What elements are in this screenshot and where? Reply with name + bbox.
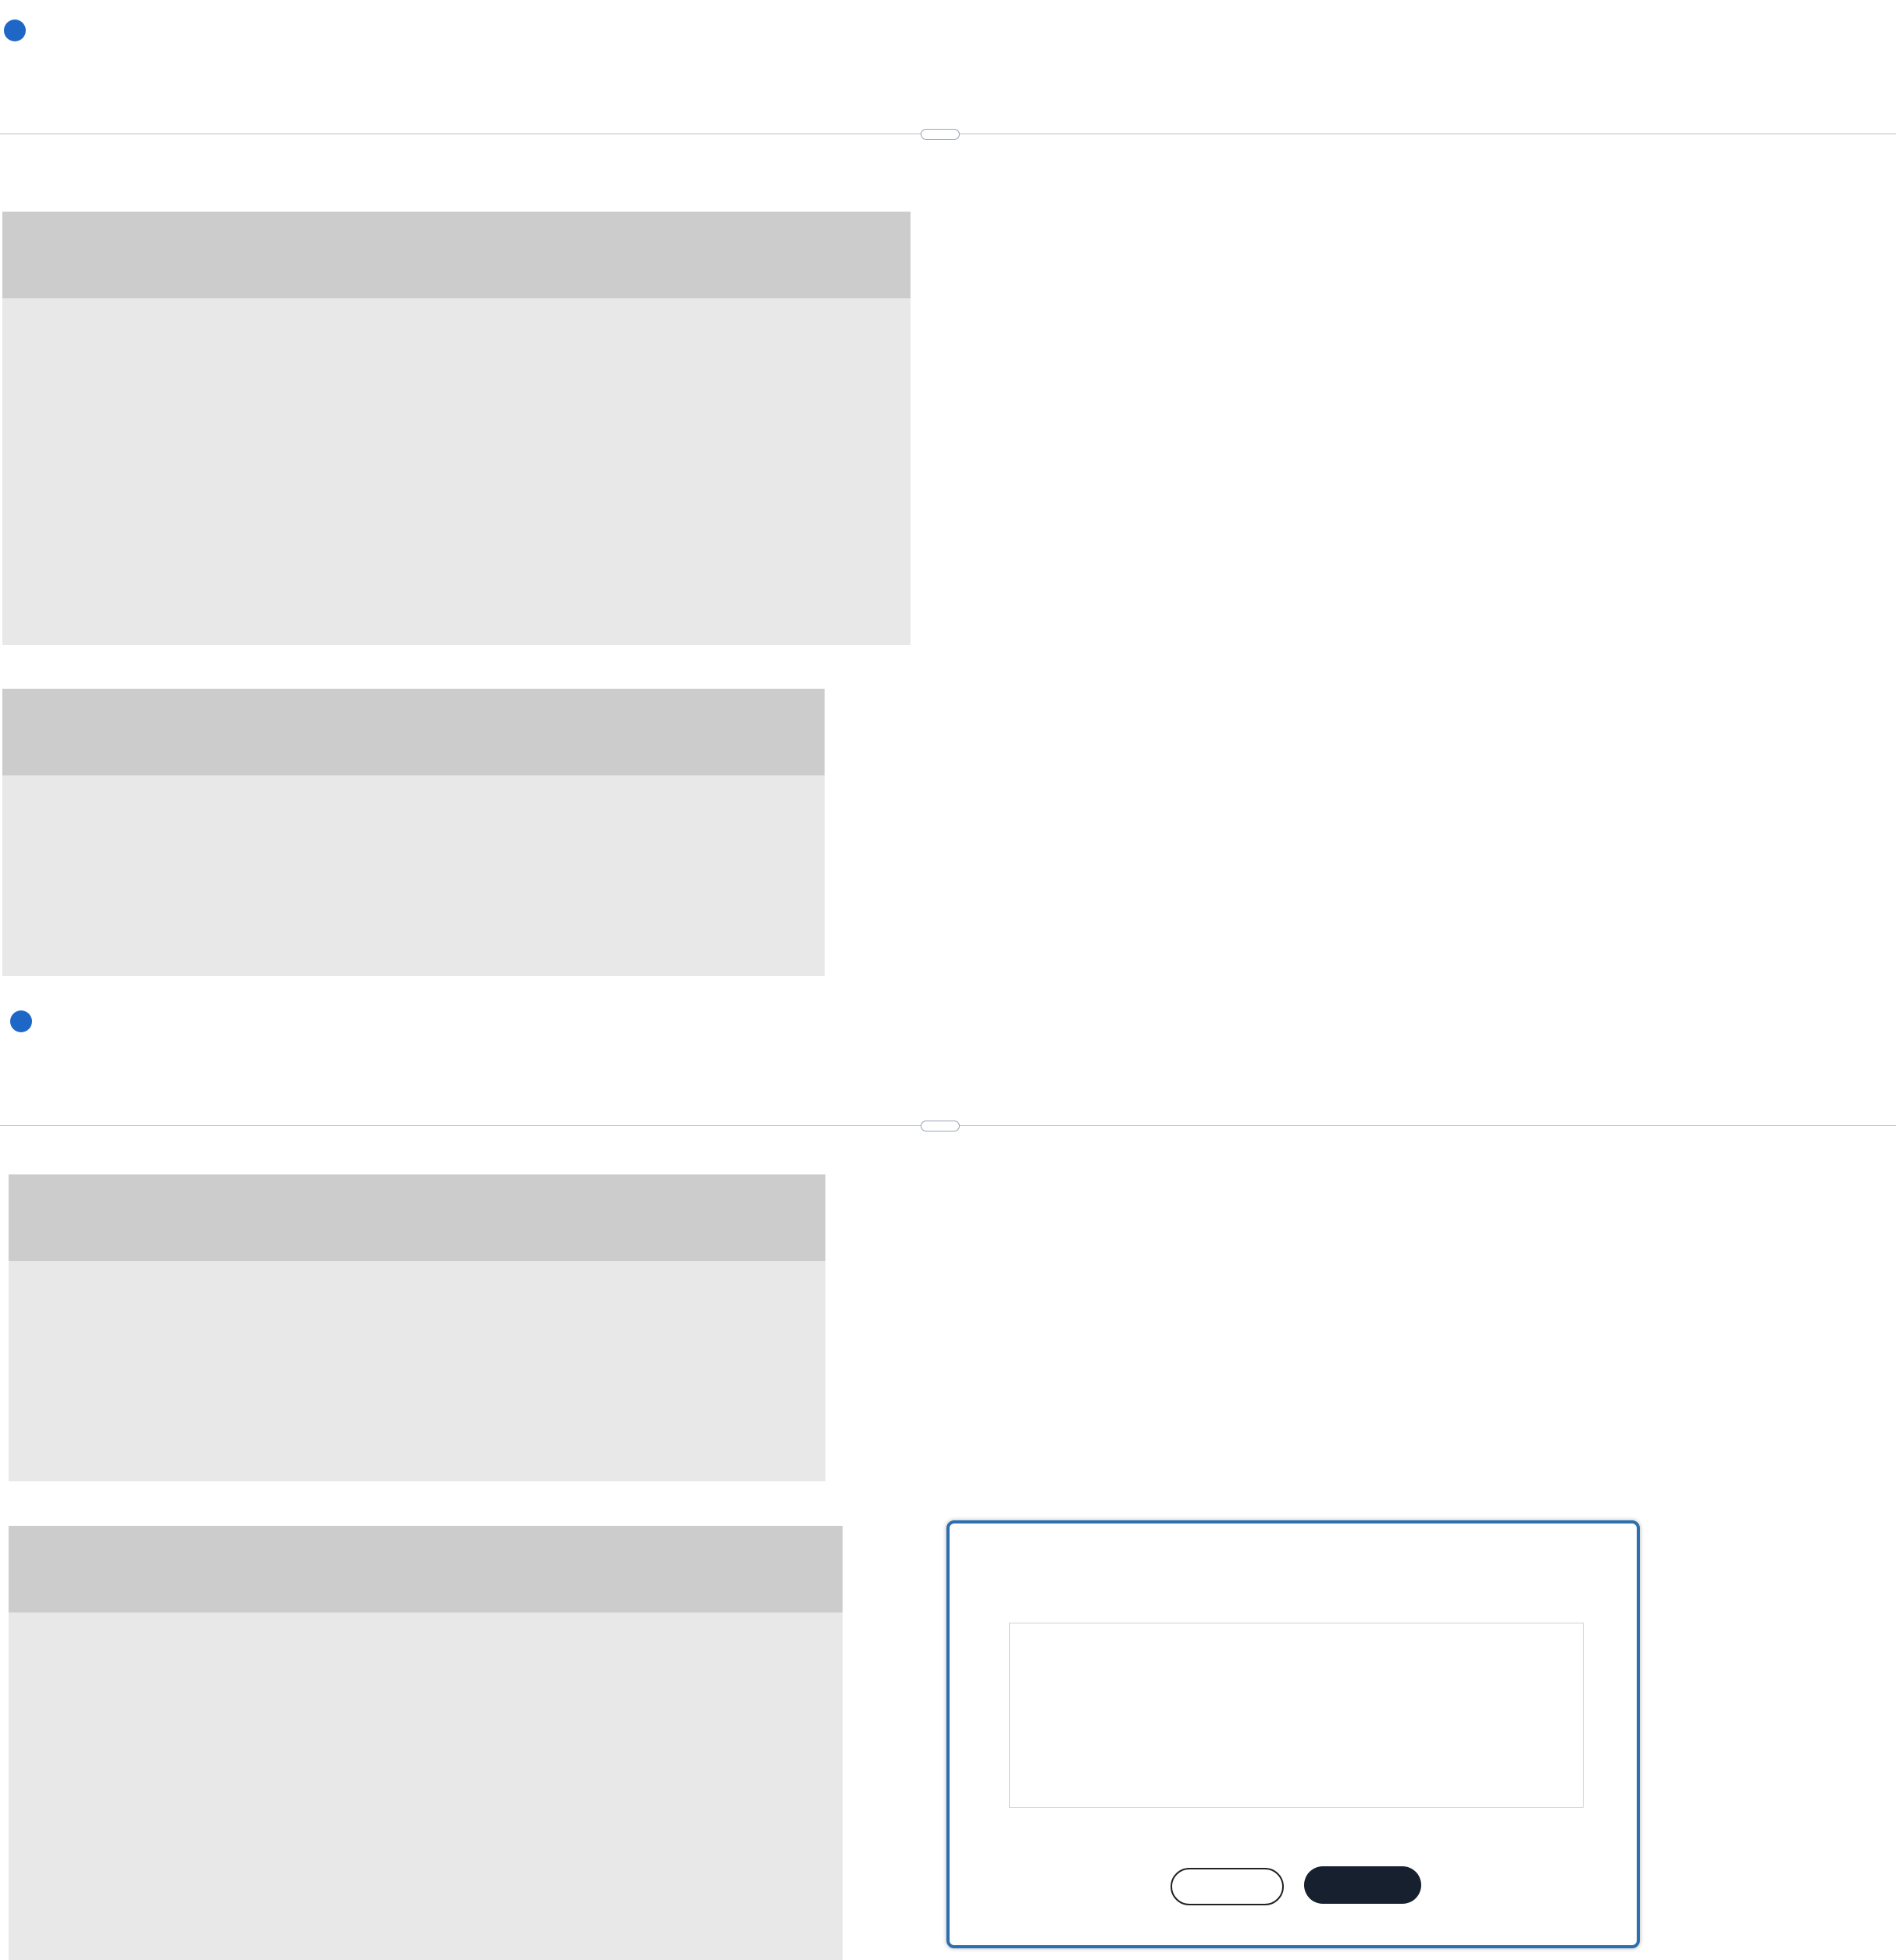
table-header [9, 1526, 843, 1613]
info-link-row[interactable] [4, 20, 30, 41]
info-icon[interactable] [10, 1010, 32, 1032]
table-header [2, 212, 911, 298]
done-button[interactable] [1304, 1866, 1421, 1904]
print-button[interactable] [1171, 1868, 1284, 1905]
info-link-row-2[interactable] [10, 1010, 37, 1032]
table-header [2, 689, 825, 775]
info-icon[interactable] [4, 20, 26, 41]
expand-dots-icon[interactable] [921, 129, 960, 140]
direct-materials-budget [2, 212, 911, 645]
expand-dots-icon[interactable] [921, 1121, 960, 1131]
direct-labor-budget-2 [9, 1174, 825, 1481]
more-info-dialog [946, 1520, 1640, 1948]
info-text-box [1009, 1623, 1584, 1808]
direct-labor-budget [2, 689, 825, 976]
manufacturing-overhead-budget [9, 1526, 843, 1960]
table-header [9, 1174, 825, 1261]
